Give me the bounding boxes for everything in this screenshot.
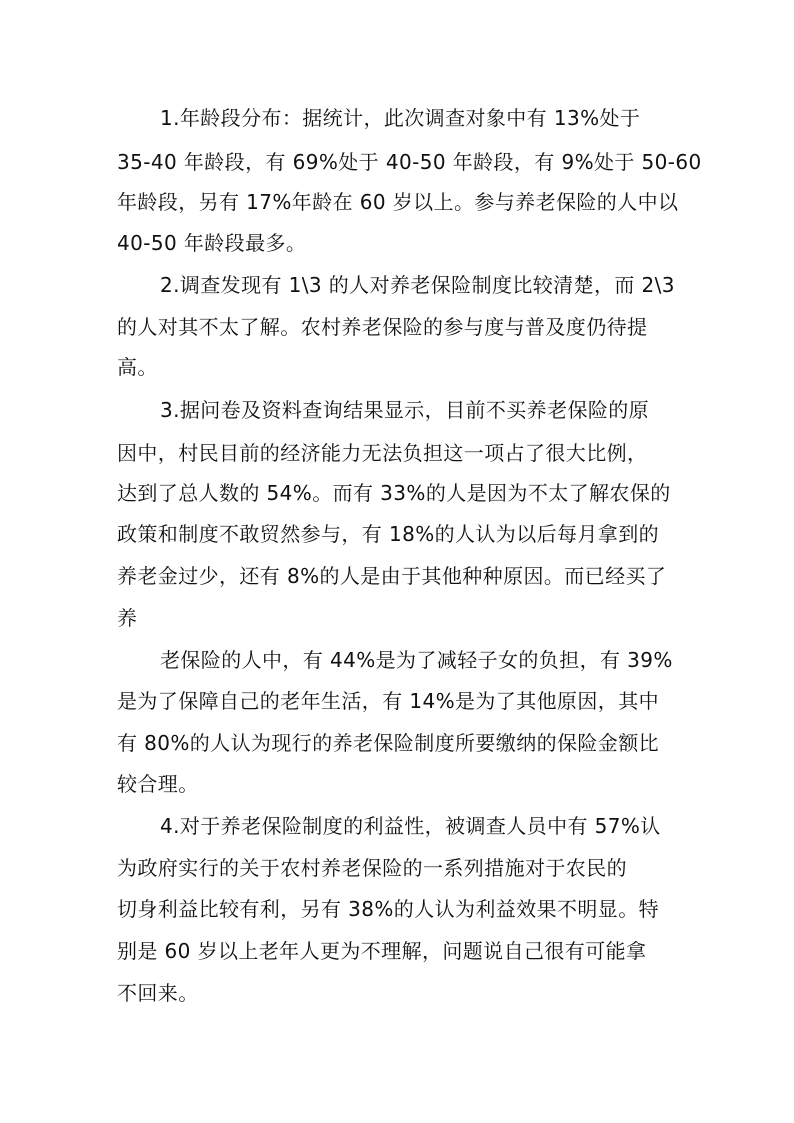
text-line: 因中，村民目前的经济能力无法负担这一项占了很大比例， [117,441,648,465]
text-line: 40-50 年龄段最多。 [117,231,307,255]
text-line: 3.据问卷及资料查询结果显示，目前不买养老保险的原 [160,398,650,422]
text-line: 年龄段，另有 17%年龄在 60 岁以上。参与养老保险的人中以 [117,190,679,214]
text-line: 不回来。 [117,981,199,1005]
text-line: 达到了总人数的 54%。而有 33%的人是因为不太了解农保的 [117,481,671,505]
text-line: 35-40 年龄段，有 69%处于 40-50 年龄段，有 9%处于 50-60 [117,150,702,174]
text-line: 养 [117,606,138,630]
text-line: 是为了保障自己的老年生活，有 14%是为了其他原因，其中 [117,689,660,713]
text-line: 4.对于养老保险制度的利益性，被调查人员中有 57%认 [160,814,661,838]
text-line: 养老金过少，还有 8%的人是由于其他种种原因。而已经买了 [117,564,667,588]
text-line: 为政府实行的关于农村养老保险的一系列措施对于农民的 [117,856,627,880]
text-line: 切身利益比较有利，另有 38%的人认为利益效果不明显。特 [117,897,660,921]
text-line: 1.年龄段分布：据统计，此次调查对象中有 13%处于 [160,106,641,130]
text-line: 的人对其不太了解。农村养老保险的参与度与普及度仍待提 [117,315,648,339]
text-line: 较合理。 [117,772,199,796]
text-line: 政策和制度不敢贸然参与，有 18%的人认为以后每月拿到的 [117,522,660,546]
text-line: 老保险的人中，有 44%是为了减轻子女的负担，有 39% [160,648,673,672]
text-line: 有 80%的人认为现行的养老保险制度所要缴纳的保险金额比 [117,731,660,755]
text-line: 高。 [117,355,158,379]
text-line: 别是 60 岁以上老年人更为不理解，问题说自己很有可能拿 [117,939,647,963]
text-line: 2.调查发现有 1\3 的人对养老保险制度比较清楚，而 2\3 [160,273,675,297]
